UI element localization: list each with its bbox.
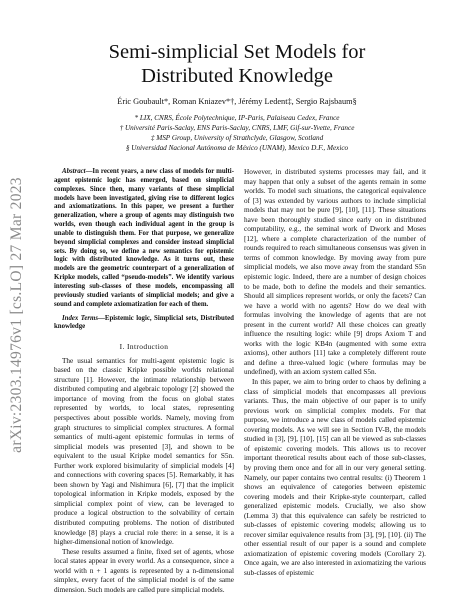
body-paragraph: These results assumed a finite, fixed set of agents, whose local states appear in every world. As a consequence, since a world with n + 1 agents is represented by a n-dimensional simplex, every facet of the simplicial model is of the same dimension. Such models are called pure simplicial models.: [54, 547, 234, 594]
left-column: [54, 168, 234, 595]
abstract-text: —In recent years, a new class of models for multi-agent epistemic logic has emerged, based on simplicial complexes. Since then, many variants of these simplicial models have been investigated, giving rise to different logics and axiomatizations. In this paper, we present a further generalization, where a group of agents may distinguish two worlds, even though each individual agent in the group is unable to distinguish them. For that purpose, we generalize beyond simplicial complexes and consider instead simplicial sets. By doing so, we define a new semantics for epistemic logic with distributed knowledge. As it turns out, these models are the geometric counterpart of a generalization of Kripke models, called “pseudo-models”. We identify various interesting sub-classes of these models, encompassing all previously studied variants of simplicial models; and give a sound and complete axiomatization for each of them.: [54, 168, 234, 308]
paper-title: Semi-simplicial Set Models for Distributed Knowledge: [108, 41, 366, 87]
affiliation: § Universidad Nacional Autónoma de México (UNAM), Mexico D.F., Mexico: [125, 144, 349, 152]
abstract-lead: Abstract: [62, 168, 86, 175]
index-terms: [54, 315, 234, 333]
abstract: [54, 168, 234, 310]
author-list: Éric Goubault*, Roman Kniazev*†, Jérémy Ledent‡, Sergio Rajsbaum§: [117, 97, 357, 106]
affiliation: ‡ MSP Group, University of Strathclyde, Glasgow, Scotland: [150, 134, 324, 142]
index-terms-text: —Epistemic logic, Simplicial sets, Distributed knowledge: [54, 314, 234, 331]
index-terms-lead: Index Terms: [62, 314, 99, 322]
right-column: [244, 168, 426, 579]
affiliation: † Université Paris-Saclay, ENS Paris-Saclay, CNRS, LMF, Gif-sur-Yvette, France: [119, 124, 355, 132]
affiliation: * LIX, CNRS, École Polytechnique, IP-Paris, Palaiseau Cedex, France: [134, 114, 340, 122]
body-paragraph: The usual semantics for multi-agent epistemic logic is based on the classic Kripke possible worlds relational structure [1]. However, the intimate relationship between distributed computing and algebraic topology [2] showed the importance of moving from the focus on global states represented by worlds, to local states, representing perspectives about possible worlds. Namely, moving from graph structures to simplicial complex structures. A formal semantics of multi-agent epistemic formulas in terms of simplicial models was presented [3], and shown to be equivalent to the usual Kripke model semantics for S5n. Further work explored bisimularity of simplicial models [4] and connections with covering spaces [5]. Remarkably, it has been shown by Yagi and Nishimura [6], [7] that the implicit topological information in Kripke models, exposed by the simplicial complex point of view, can be leveraged to produce a logical obstruction to the solvability of certain distributed computing problems. The notion of distributed knowledge [8] plays a crucial role there: in a sense, it is a higher-dimensional notion of knowledge.: [54, 356, 234, 547]
arxiv-side-stamp: [4, 140, 30, 490]
body-paragraph: However, in distributed systems processes may fail, and it may happen that only a subset of the agents remain in some worlds. To model such situations, the categorical equivalence of [3] was extended by various authors to include simplicial models that may not be pure [9], [10], [11]. These situations have been thoroughly studied since early on in distributed computability, e.g., the seminal work of Dwork and Moses [12], where a complete characterization of the number of rounds required to reach simultaneous consensus was given in terms of common knowledge. By moving away from pure simplicial models, we also move away from the standard S5n epistemic logic. Indeed, there are a number of design choices to be made, both to define the models and their semantics. Should all simplices represent worlds, or only the facets? Can we have a world with no agents? How do we deal with formulas involving the knowledge of agents that are not present in the current world? All these choices can greatly influence the resulting logic: while [9] drops Axiom T and works with the logic KB4n (augmented with some extra axioms), other authors [11] take a completely different route and define a three-valued logic (where formulas may be undefined), with an axiom system called S5n.: [244, 168, 426, 377]
affiliation-list: [60, 113, 414, 153]
body-paragraph: In this paper, we aim to bring order to chaos by defining a class of simplicial models that encompasses all previous variants. Thus, the main objective of our paper is to unify previous work on simplicial complex models. For that purpose, we introduce a new class of models called epistemic covering models. As we will see in Section IV-B, the models studied in [3], [9], [10], [15] can all be viewed as sub-classes of epistemic covering models. This allows us to recover important theoretical results about each of those sub-classes, by proving them once and for all in our very general setting. Namely, our paper contains two central results: (i) Theorem 1 shows an equivalence of categories between epistemic covering models and their Kripke-style counterpart, called generalized epistemic models. Crucially, we also show (Lemma 3) that this equivalence can safely be restricted to sub-classes of epistemic covering models; allowing us to recover similar equivalence results from [3], [9], [10]. (ii) The other essential result of our paper is a sound and complete axiomatization of epistemic covering models (Corollary 2). Once again, we are also interested in axiomatizing the various sub-classes of epistemic: [244, 378, 426, 577]
section-heading: I. Introduction: [119, 342, 169, 352]
arxiv-identifier: arXiv:2303.14976v1 [cs.LO] 27 Mar 2023: [8, 177, 25, 453]
